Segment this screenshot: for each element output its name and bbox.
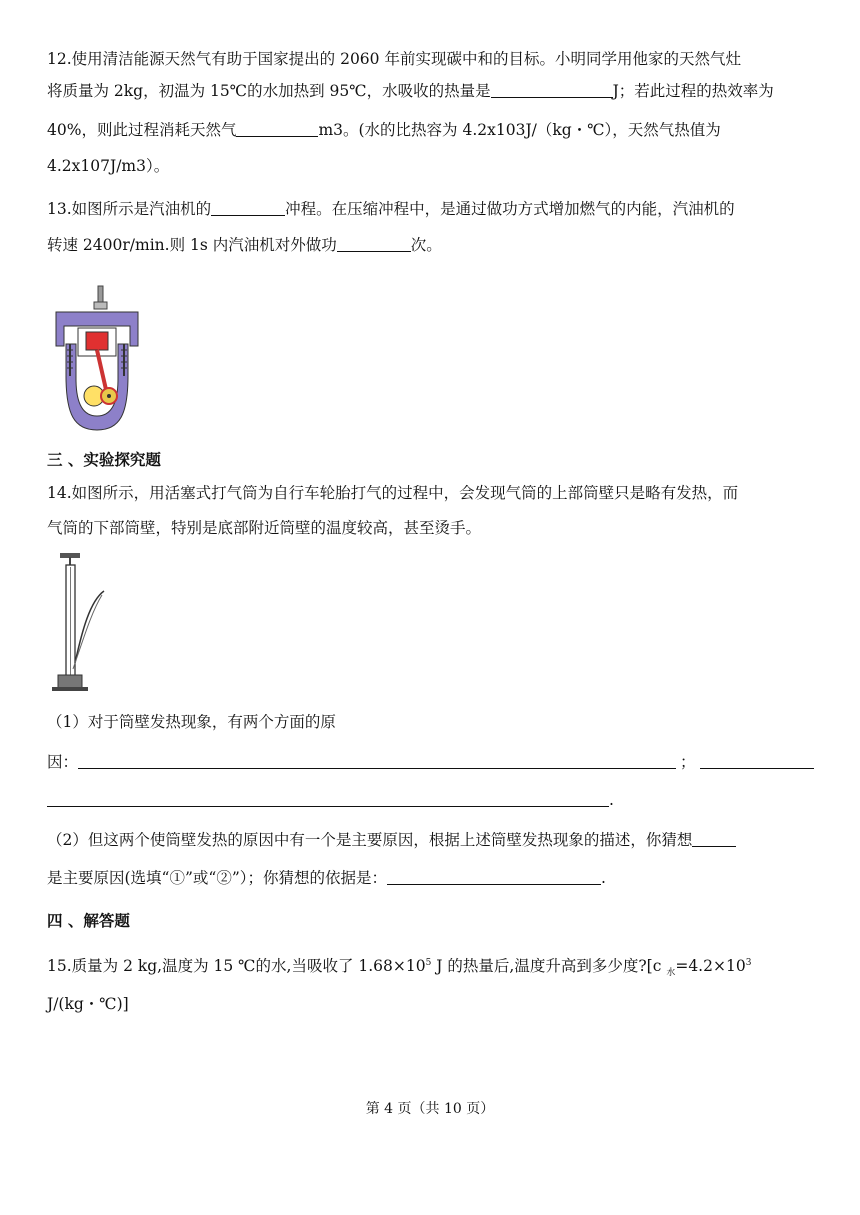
answer-blank[interactable] xyxy=(337,235,411,252)
q14-part2-line-1: （2）但这两个使筒壁发热的原因中有一个是主要原因，根据上述筒壁发热现象的描述，你猜想 xyxy=(47,829,736,851)
answer-blank[interactable] xyxy=(78,752,676,769)
q12-line-4: 4.2x107J/m3）。 xyxy=(47,157,170,175)
q14-part1-answer-line-2: . xyxy=(47,789,614,811)
q14-line-2: 气筒的下部筒壁，特别是底部附近筒壁的温度较高，甚至烫手。 xyxy=(47,519,482,537)
q14-part2-line-2: 是主要原因(选填“①”或“②”）；你猜想的依据是： . xyxy=(47,869,606,887)
answer-blank[interactable] xyxy=(47,790,609,807)
q15-line-1: 15.质量为 2 kg,温度为 15 ℃的水,当吸收了 $1.68\times 10^5$ J 的热量后,温度升高到多少度?[c $_水=4.2\times 10^3$ xyxy=(47,957,752,979)
q13-line-1: 13.如图所示是汽油机的 冲程。在压缩冲程中，是通过做功方式增加燃气的内能，汽油机的 xyxy=(47,200,735,218)
answer-blank[interactable] xyxy=(236,120,318,137)
q13-line-2: 转速 2400r/min.则 1s 内汽油机对外做功 次。 xyxy=(47,236,442,254)
bicycle-pump-figure xyxy=(46,551,108,697)
page-footer: 第 4 页（共 10 页） xyxy=(365,1101,495,1117)
q15-line-2: J/(kg・℃)] xyxy=(47,995,129,1013)
section-4-heading: 四 、解答题 xyxy=(47,911,130,930)
section-3-heading: 三 、实验探究题 xyxy=(47,450,161,469)
q14-part1-answer-line: 因： ； xyxy=(47,751,814,773)
q14-line-1: 14.如图所示，用活塞式打气筒为自行车轮胎打气的过程中，会发现气筒的上部筒壁只是略有发热，而 xyxy=(47,484,739,502)
answer-blank[interactable] xyxy=(387,868,601,885)
q14-part1-line: （1）对于筒壁发热现象，有两个方面的原 xyxy=(47,713,336,731)
q12-line-1: 12.使用清洁能源天然气有助于国家提出的 2060 年前实现碳中和的目标。小明同学用他家的天然气灶 xyxy=(47,50,741,68)
q12-line-2: 将质量为 2kg，初温为 15℃的水加热到 95℃，水吸收的热量是 J；若此过程的热效率为 xyxy=(47,82,774,100)
answer-blank[interactable] xyxy=(491,81,613,98)
answer-blank[interactable] xyxy=(700,752,814,769)
gasoline-engine-figure xyxy=(52,284,142,432)
answer-blank[interactable] xyxy=(692,830,736,847)
answer-blank[interactable] xyxy=(211,199,285,216)
q12-line-3: 40%，则此过程消耗天然气 m3。(水的比热容为 4.2x103J/（kg・℃），天然气热值为 xyxy=(47,121,721,139)
